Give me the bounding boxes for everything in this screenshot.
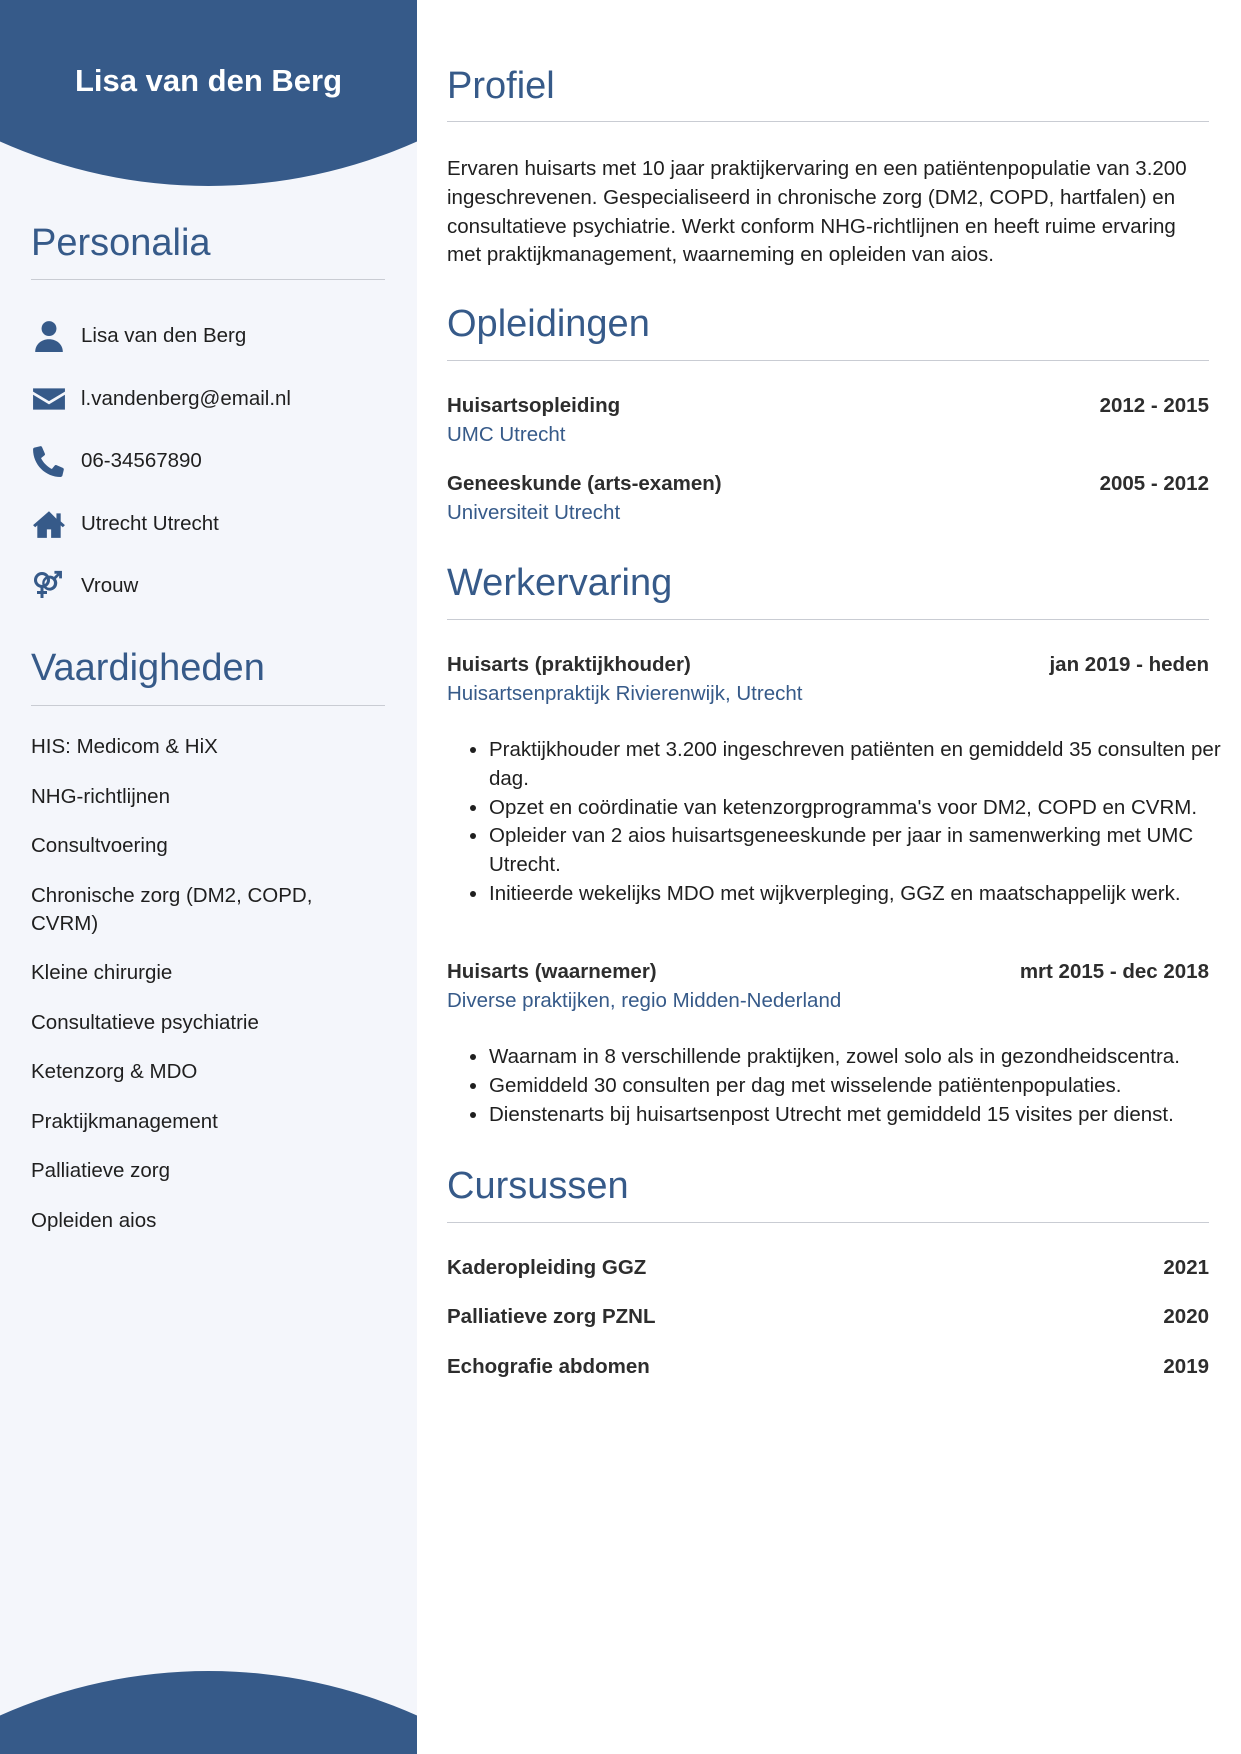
- skill-item: Praktijkmanagement: [31, 1109, 218, 1133]
- education-title: Opleidingen: [447, 303, 650, 345]
- education-divider: [447, 360, 1209, 361]
- education-period: 2005 - 2012: [1099, 472, 1209, 495]
- personalia-title: Personalia: [31, 222, 211, 264]
- skill-item: HIS: Medicom & HiX: [31, 735, 218, 758]
- courses-title: Cursussen: [447, 1165, 629, 1207]
- experience-entry: [447, 959, 1209, 1015]
- skill-item: Consultatieve psychiatrie: [31, 1010, 259, 1034]
- skill-item: Ketenzorg & MDO: [31, 1060, 198, 1083]
- course-year: 2019: [1163, 1355, 1209, 1378]
- personal-item-address: [31, 493, 391, 556]
- skill-item: NHG-richtlijnen: [31, 784, 170, 808]
- experience-bullets: [447, 1043, 1241, 1129]
- candidate-name: Lisa van den Berg: [74, 63, 343, 98]
- footer-arc: [0, 1671, 417, 1754]
- phone-icon: [31, 443, 67, 479]
- gender-icon: [31, 568, 67, 604]
- experience-title: Werkervaring: [447, 562, 673, 604]
- skill-item: Chronische zorg (DM2, COPD, CVRM): [31, 883, 313, 935]
- personalia-list: [31, 305, 391, 618]
- user-icon: [31, 318, 67, 354]
- skill-item: Palliatieve zorg: [31, 1159, 171, 1182]
- education-institution: UMC Utrecht: [447, 423, 566, 446]
- skills-title: Vaardigheden: [31, 647, 265, 689]
- profile-title: Profiel: [447, 65, 555, 107]
- skills-divider: [31, 705, 385, 706]
- personalia-divider: [31, 279, 385, 280]
- course-name: Echografie abdomen: [447, 1355, 650, 1378]
- sidebar: [0, 0, 417, 1754]
- experience-bullet: • Opleider van 2 aios huisartsgeneeskunde per jaar in samenwerking met UMC Utrecht.: [489, 822, 1241, 880]
- course-item: [447, 1354, 1209, 1380]
- experience-period: mrt 2015 - dec 2018: [1019, 960, 1209, 983]
- personal-item-gender: [31, 555, 391, 618]
- personal-item-email: [31, 368, 391, 431]
- education-degree: Geneeskunde (arts-examen): [447, 472, 722, 495]
- experience-bullet: • Waarnam in 8 verschillende praktijken, zowel solo als in gezondheidscentra.: [489, 1043, 1241, 1072]
- education-entry: [447, 393, 1209, 449]
- education-entry: [447, 471, 1209, 527]
- experience-role: Huisarts (praktijkhouder): [447, 653, 691, 676]
- course-item: [447, 1304, 1209, 1330]
- experience-bullet: • Initieerde wekelijks MDO met wijkverpleging, GGZ en maatschappelijk werk.: [489, 880, 1241, 909]
- education-degree: Huisartsopleiding: [447, 394, 621, 417]
- profile-divider: [447, 121, 1209, 122]
- skill-item: Opleiden aios: [31, 1208, 157, 1232]
- experience-period: jan 2019 - heden: [1049, 653, 1209, 676]
- skills-list: [31, 733, 361, 1256]
- course-name: Palliatieve zorg PZNL: [447, 1305, 656, 1328]
- personal-address: Utrecht Utrecht: [81, 511, 219, 535]
- course-year: 2020: [1163, 1305, 1209, 1328]
- experience-role: Huisarts (waarnemer): [447, 960, 657, 983]
- personal-item-name: [31, 305, 391, 368]
- experience-bullet: • Praktijkhouder met 3.200 ingeschreven patiënten en gemiddeld 35 consulten per dag.: [489, 736, 1241, 794]
- education-institution: Universiteit Utrecht: [447, 501, 621, 524]
- experience-divider: [447, 619, 1209, 620]
- course-name: Kaderopleiding GGZ: [447, 1256, 647, 1279]
- experience-bullets: [447, 736, 1241, 909]
- course-year: 2021: [1163, 1256, 1209, 1279]
- courses-divider: [447, 1222, 1209, 1223]
- experience-employer: Huisartsenpraktijk Rivierenwijk, Utrecht: [447, 682, 803, 705]
- personal-item-phone: [31, 430, 391, 493]
- experience-bullet: • Dienstenarts bij huisartsenpost Utrecht met gemiddeld 15 visites per dienst.: [489, 1101, 1241, 1130]
- home-icon: [31, 506, 67, 542]
- personal-gender: Vrouw: [81, 574, 139, 598]
- experience-employer: Diverse praktijken, regio Midden-Nederland: [447, 989, 842, 1012]
- course-item: [447, 1255, 1209, 1281]
- personal-email: l.vandenberg@email.nl: [81, 386, 291, 410]
- experience-entry: [447, 652, 1209, 708]
- experience-bullet: • Opzet en coördinatie van ketenzorgprogramma's voor DM2, COPD en CVRM.: [489, 794, 1241, 823]
- skill-item: Consultvoering: [31, 834, 168, 857]
- personal-phone: 06-34567890: [81, 449, 202, 473]
- profile-text: Ervaren huisarts met 10 jaar praktijkervaring en een patiëntenpopulatie van 3.200 ingeschrevenen. Gespecialiseerd in chronische zorg (DM2, COPD, hartfalen) en consultatieve psychiatrie. Werkt conform NHG-richtlijnen en heeft ruime ervaring met praktijkmanagement, waarneming en opleiden van aios.: [447, 157, 1187, 267]
- skill-item: Kleine chirurgie: [31, 961, 173, 984]
- personal-name: Lisa van den Berg: [81, 324, 247, 348]
- envelope-icon: [31, 381, 67, 417]
- education-period: 2012 - 2015: [1099, 394, 1209, 417]
- experience-bullet: • Gemiddeld 30 consulten per dag met wisselende patiëntenpopulaties.: [489, 1072, 1241, 1101]
